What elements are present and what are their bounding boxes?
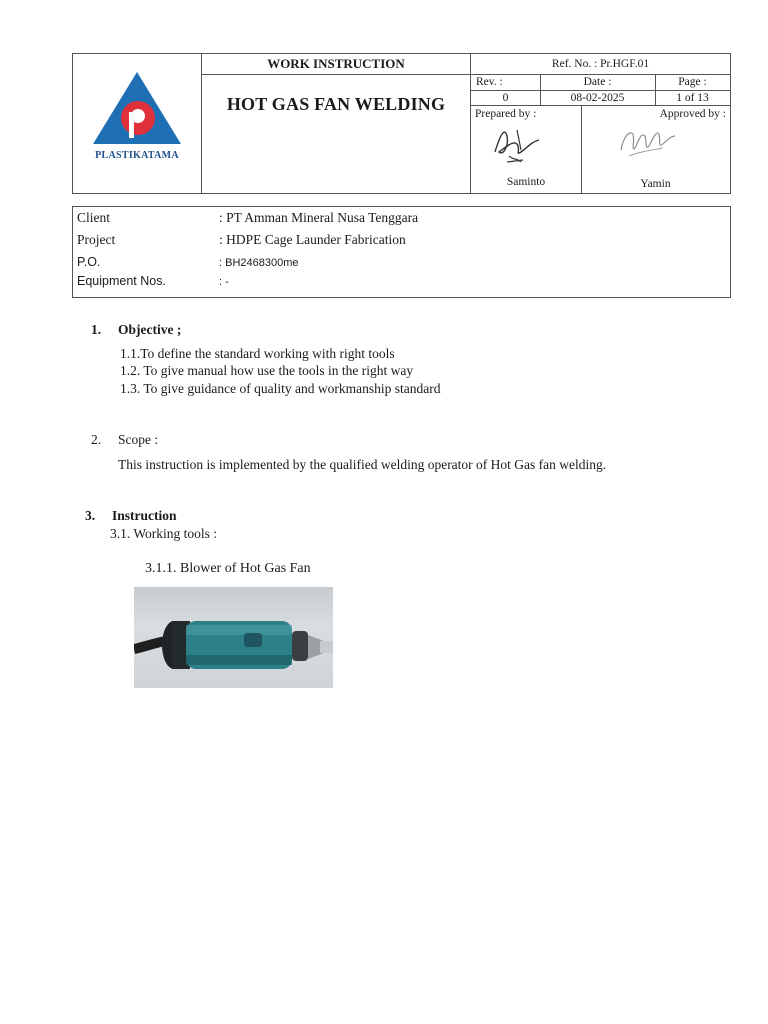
objective-item: 1.1.To define the standard working with right tools [120,346,395,361]
subsection-title: 3.1. Working tools : [110,526,218,541]
client-value: : PT Amman Mineral Nusa Tenggara [219,210,419,225]
document-header [72,53,731,194]
date-value: 08-02-2025 [570,92,625,104]
page-label: Page : [678,76,707,88]
prepared-signature [487,122,547,168]
section-title-scope: Scope : [118,432,159,447]
page-value: 1 of 13 [676,92,709,104]
client-label: Client [77,210,110,225]
po-value: : BH2468300me [219,257,299,269]
client-info-box [72,206,731,298]
objective-item: 1.2. To give manual how use the tools in the right way [120,363,414,378]
prepared-name: Saminto [506,176,546,188]
approved-name: Yamin [640,178,671,190]
hot-gas-blower-illustration [134,587,333,688]
company-name: PLASTIKATAMA [95,150,179,161]
section-number: 2. [91,432,102,447]
section-number: 1. [91,322,102,337]
prepared-by-label: Prepared by : [475,108,537,120]
equipment-value: : - [219,276,229,288]
rev-label: Rev. : [476,76,503,88]
approved-by-label: Approved by : [659,108,726,120]
tool-item-title: 3.1.1. Blower of Hot Gas Fan [145,561,311,576]
hot-gas-fan-photo [134,587,333,688]
scope-text: This instruction is implemented by the qualified welding operator of Hot Gas fan welding. [118,457,607,472]
document-meta [471,54,730,193]
approved-signature [611,120,681,164]
logo-cell [73,54,202,193]
document-title: HOT GAS FAN WELDING [226,94,446,114]
project-value: : HDPE Cage Launder Fabrication [219,232,406,247]
objective-item: 1.3. To give guidance of quality and workmanship standard [120,381,441,396]
rev-value: 0 [502,92,509,104]
doc-type-label: WORK INSTRUCTION [202,54,470,75]
section-number: 3. [85,508,96,523]
company-logo [85,68,189,148]
date-label: Date : [583,76,612,88]
section-title-instruction: Instruction [112,508,177,523]
section-title-objective: Objective ; [118,322,182,337]
po-label: P.O. [77,255,101,269]
project-label: Project [77,232,116,247]
title-cell [202,54,471,193]
ref-number: Ref. No. : Pr.HGF.01 [551,58,650,70]
equipment-label: Equipment Nos. [77,274,166,288]
